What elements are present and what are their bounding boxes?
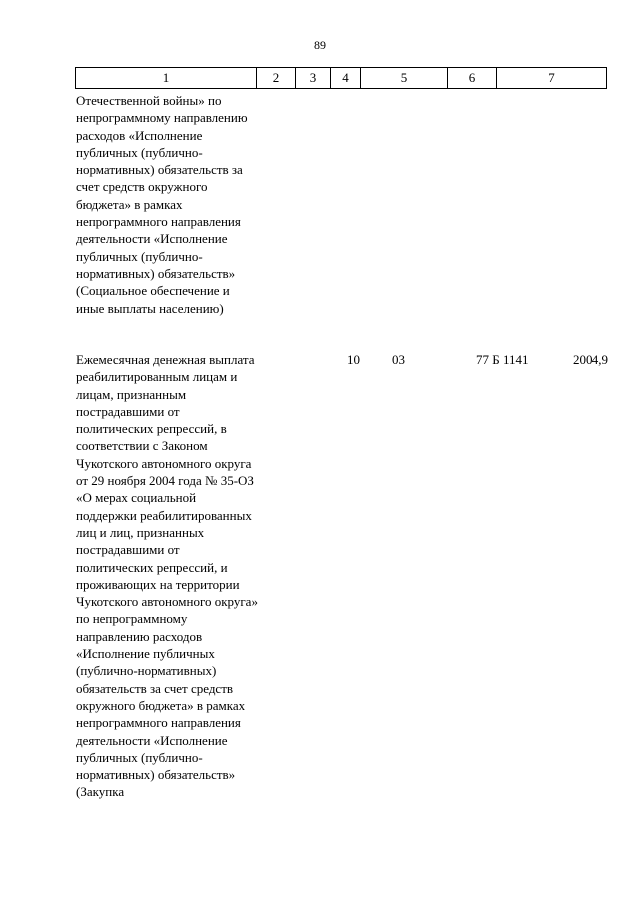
row-col-5: 77 Б 1141 bbox=[476, 352, 529, 367]
header-col-6: 6 bbox=[448, 68, 497, 89]
column-header-table bbox=[75, 67, 607, 89]
page-number: 89 bbox=[314, 38, 326, 52]
header-col-1: 1 bbox=[76, 68, 257, 89]
header-col-3: 3 bbox=[296, 68, 331, 89]
header-row bbox=[76, 68, 607, 89]
header-col-7: 7 bbox=[497, 68, 607, 89]
row-col-6: 200 bbox=[573, 352, 593, 367]
header-col-2: 2 bbox=[257, 68, 296, 89]
table-row bbox=[76, 351, 608, 801]
header-col-5: 5 bbox=[361, 68, 448, 89]
row-description: Ежемесячная денежная выплата реабилитированным лицам и лицам, признанным пострадавшими от политических репрессий, в соответствии с Законом Чукотского автономного округа от 29 ноября 2004 года № 35-ОЗ «О мерах социальной поддержки реабилитированных лиц и лиц, признанных пострадавшими от политических репрессий, и проживающих на территории Чукотского автономного округа» по непрограммному направлению расходов «Исполнение публичных (публично-нормативных) обязательств за счет средств окружного бюджета» в рамках непрограммного направления деятельности «Исполнение публичных (публично-нормативных) обязательств» (Закупка bbox=[76, 352, 258, 800]
row-col-7: 4,9 bbox=[591, 352, 608, 367]
row-col-3: 10 bbox=[347, 352, 360, 367]
table-row bbox=[76, 92, 608, 317]
row-description: Отечественной войны» по непрограммному направлению расходов «Исполнение публичных (публично-нормативных) обязательств за счет средств окружного бюджета» в рамках непрограммного направления деятельности «Исполнение публичных (публично-нормативных) обязательств» (Социальное обеспечение и иные выплаты населению) bbox=[76, 93, 248, 316]
header-col-4: 4 bbox=[331, 68, 361, 89]
row-col-4: 03 bbox=[392, 352, 405, 367]
